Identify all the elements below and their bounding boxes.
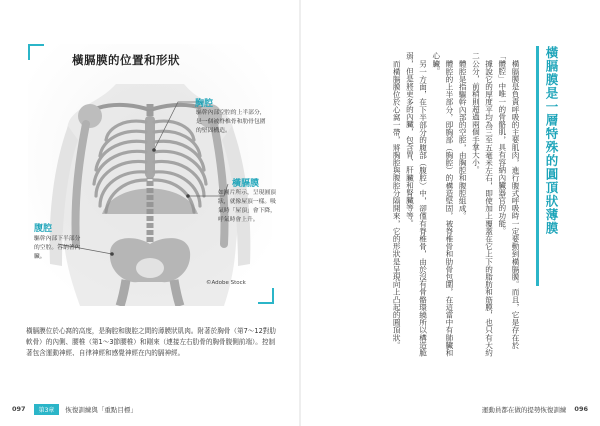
thorax-label: 胸腔 <box>195 99 214 109</box>
skeleton-illustration <box>28 44 272 306</box>
corner-mark-bottom-right <box>258 288 274 304</box>
paragraph: 體腔是指驅幹內部的空腔，由胸腔和腹腔組成。 <box>458 59 468 220</box>
paragraph: 橫膈膜是負責呼吸的主要肌肉，進行腹式呼吸時一定要動到橫膈膜。而且，它是存在於「體腔」中唯一的骨骼肌，具有容納內臟器官的功能。 <box>497 52 520 349</box>
section-heading: 橫膈膜是一層特殊的圓頂狀薄膜 <box>544 46 559 235</box>
chapter-badge: 第3章 <box>34 404 60 415</box>
paragraph: 而橫膈膜位於心窩一帶，將胸腔與腹腔分隔開來，它的形狀是呈現向上凸起的圓頂狀。 <box>392 59 402 349</box>
paragraph: 據說它的厚度平均為三至五毫米左右，即使加上覆蓋在它上下的脂肪和筋膜，也只有大約二公分，前稍則超過兩個手掌大小。 <box>471 52 494 356</box>
right-page-footer <box>482 403 588 415</box>
paragraph: 體腔的上半部分，即胸部（胸腔）的構造堅固，被脊椎骨和肋骨包圍，在這當中有肺臟和心臟。 <box>431 52 454 356</box>
abdomen-description: 驅幹內部下半部分的空腔。容納著內臟。 <box>34 236 81 260</box>
corner-mark-top-left <box>28 44 44 60</box>
figure-title: 橫膈膜的位置和形狀 <box>72 53 180 67</box>
book-gutter <box>299 0 301 426</box>
paragraph: 另一方面，在下半部分的腹部（腹腔）中，卻僅有脊椎骨，由於沒有骨骼環繞所以構造脆弱，但是將更多的內臟，包含胃、肝臟和腎臟等等。 <box>405 52 428 356</box>
diaphragm-description: 如圖片所示，呈現圓頂狀，就像屋頂一樣。吸氣時「屋頂」會下降，呼氣時會上升。 <box>218 190 276 223</box>
body-text <box>338 52 522 357</box>
book-title: 運動員都在做的提勢恢復訓練 <box>481 405 567 414</box>
diaphragm-label: 橫膈膜 <box>232 179 260 189</box>
right-page-number: 096 <box>574 405 588 413</box>
abdomen-label: 腹腔 <box>34 224 53 234</box>
image-credit: ©Adobe Stock <box>206 280 246 286</box>
thorax-description: 驅幹內部空腔的上半部分，是一個被脊椎骨和肋骨包圍的堅固構造。 <box>196 110 266 134</box>
left-page-number: 097 <box>12 405 26 413</box>
left-page-footer <box>12 403 137 415</box>
figure-caption: 橫膈膜位於心窩的高度，是胸腔和腹腔之間的薄膜狀肌肉。附著於胸骨（第7～12對肋軟骨）的內側、腰椎（第1～3節腰椎）和剛來（連接左右肋骨的胸骨腹側前端）。控制著包含運動神經、自律神經和感覺神經在內的膈神經。 <box>26 327 276 357</box>
heading-accent-bar <box>536 46 539 286</box>
chapter-title: 恢復訓練與「重點目標」 <box>65 405 137 414</box>
figure-panel <box>28 44 272 306</box>
